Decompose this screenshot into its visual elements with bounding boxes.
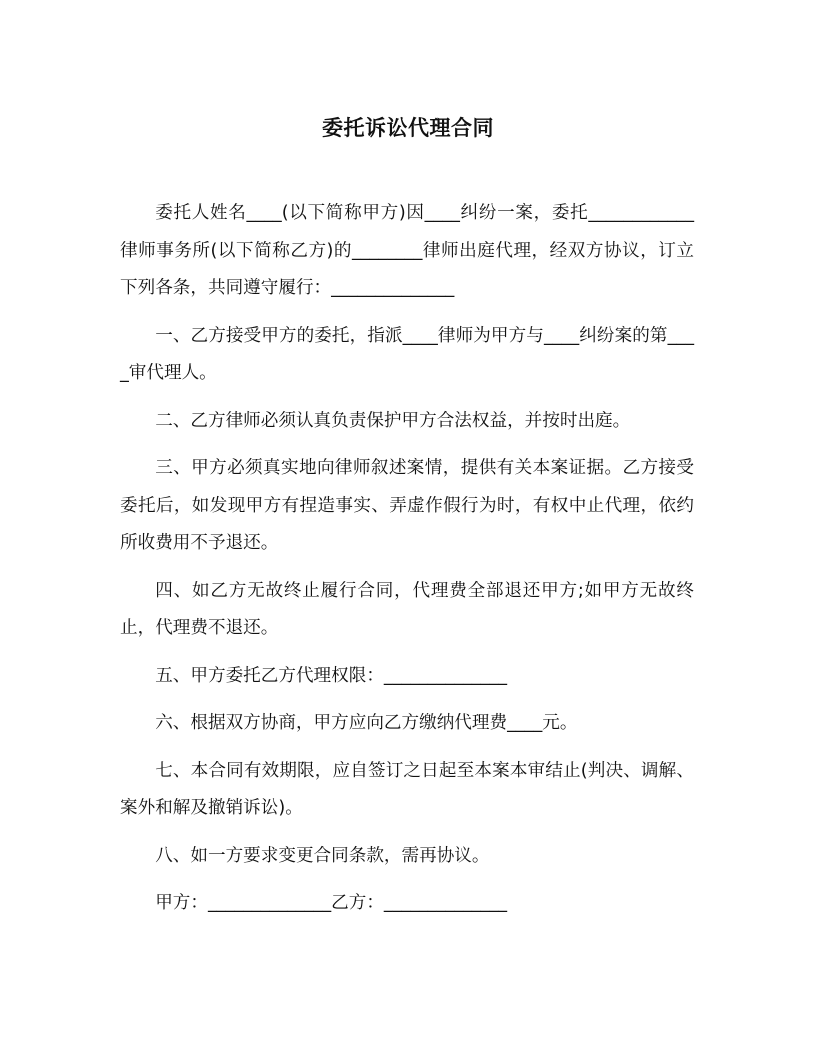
signature-line: 甲方：______________乙方：______________	[155, 893, 508, 913]
document-body	[120, 195, 694, 933]
paragraph-intro: 委托人姓名____(以下简称甲方)因____纠纷一案，委托____________律师事务所(以下简称乙方)的________律师出庭代理，经双方协议，订立下列各条，共同遵守履行：______________	[120, 203, 694, 298]
paragraph-clause-6: 六、根据双方协商，甲方应向乙方缴纳代理费____元。	[155, 713, 578, 733]
document-title: 委托诉讼代理合同	[322, 116, 494, 140]
paragraph-clause-2: 二、乙方律师必须认真负责保护甲方合法权益，并按时出庭。	[155, 410, 631, 431]
paragraph-clause-3: 三、甲方必须真实地向律师叙述案情，提供有关本案证据。乙方接受委托后，如发现甲方有捏造事实、弄虚作假行为时，有权中止代理，依约所收费用不予退还。	[120, 458, 694, 553]
paragraph-clause-5: 五、甲方委托乙方代理权限：______________	[155, 665, 508, 686]
paragraph-clause-4: 四、如乙方无故终止履行合同，代理费全部退还甲方;如甲方无故终止，代理费不退还。	[120, 580, 694, 638]
paragraph-clause-7: 七、本合同有效期限，应自签订之日起至本案本审结止(判决、调解、案外和解及撤销诉讼)。	[120, 760, 694, 818]
paragraph-clause-8: 八、如一方要求变更合同条款，需再协议。	[155, 845, 490, 866]
paragraph-clause-1: 一、乙方接受甲方的委托，指派____律师为甲方与____纠纷案的第____审代理人。	[120, 325, 694, 383]
